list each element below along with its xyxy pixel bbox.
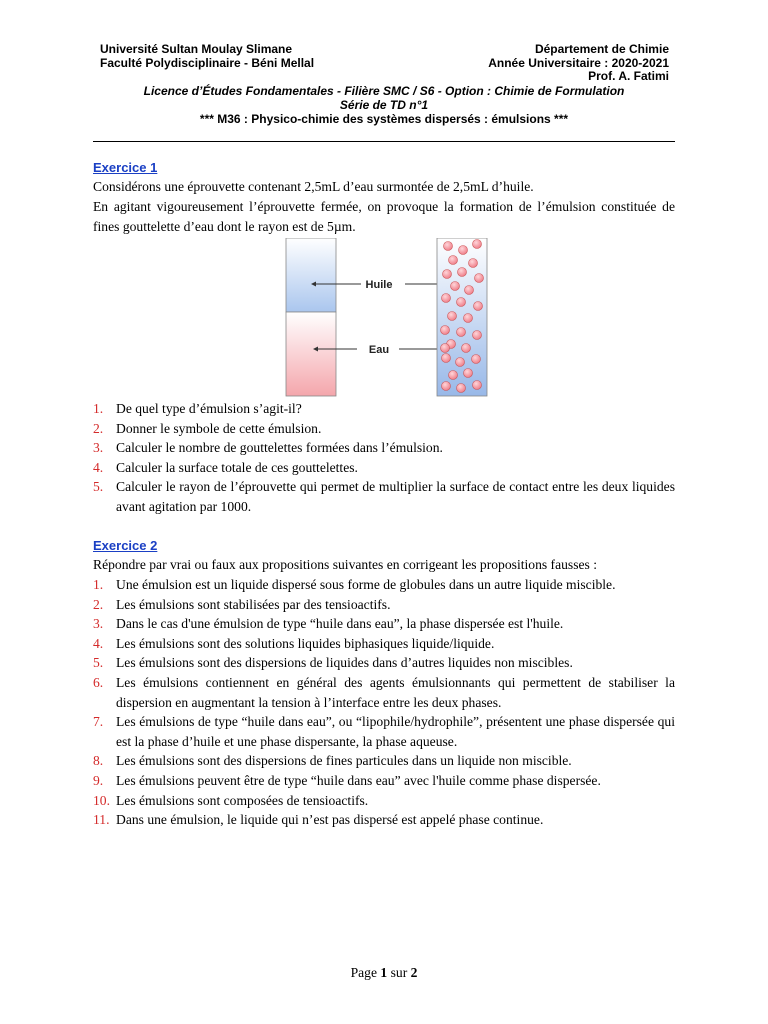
exercise-2-intro: Répondre par vrai ou faux aux propositions suivantes en corrigeant les propositions fausses : <box>93 557 597 572</box>
exercise-1-questions <box>93 399 675 517</box>
academic-year: Année Universitaire : 2020-2021 <box>488 55 669 70</box>
exercise-1-para-1: Considérons une éprouvette contenant 2,5mL d’eau surmontée de 2,5mL d’huile. <box>93 179 534 194</box>
item-number: 2. <box>93 596 104 612</box>
item-number: 3. <box>93 616 104 632</box>
exercise-1-title: Exercice 1 <box>93 160 158 175</box>
tube-before-agitation <box>286 238 336 396</box>
oil-layer <box>286 238 336 312</box>
exercise-1-para-2: En agitant vigoureusement l’éprouvette fermée, on provoque la formation de l’émulsion constituée de fines gouttelette d’eau dont le rayon est de 5µm. <box>93 199 675 234</box>
of-word: sur <box>390 965 408 980</box>
list-item <box>93 477 675 516</box>
header-left <box>100 43 314 70</box>
item-text: Dans une émulsion, le liquide qui n’est pas dispersé est appelé phase continue. <box>116 812 544 828</box>
page-number: 1 <box>380 965 388 980</box>
page-word: Page <box>350 965 377 980</box>
item-text: Les émulsions sont des solutions liquides biphasiques liquide/liquide. <box>116 635 495 651</box>
item-text: Les émulsions sont composées de tensioactifs. <box>116 792 369 808</box>
item-number: 11. <box>93 812 110 828</box>
list-item <box>93 791 675 811</box>
university-name: Université Sultan Moulay Slimane <box>100 42 293 56</box>
program-title: Licence d’Études Fondamentales - Filière SMC / S6 - Option : Chimie de Formulation <box>143 84 625 98</box>
item-number: 2. <box>93 420 104 436</box>
header-right <box>488 43 669 84</box>
oil-label: Huile <box>365 279 393 291</box>
exercise-2-title: Exercice 2 <box>93 538 158 553</box>
item-text: Les émulsions sont stabilisées par des tensioactifs. <box>116 596 391 612</box>
item-number: 7. <box>93 714 104 730</box>
item-number: 10. <box>93 792 110 808</box>
item-text: Une émulsion est un liquide dispersé sous forme de globules dans un autre liquide miscible. <box>116 577 616 592</box>
item-text: Calculer le rayon de l’éprouvette qui permet de multiplier la surface de contact entre les deux liquides avant agitation par 1000. <box>116 479 675 514</box>
tube-emulsion <box>437 238 487 396</box>
item-text: Les émulsions sont des dispersions de fines particules dans un liquide non miscible. <box>116 753 572 769</box>
page-footer <box>0 963 768 983</box>
emulsion-tube <box>437 238 487 396</box>
test-tube-figure <box>285 238 491 398</box>
item-number: 8. <box>93 753 104 769</box>
item-number: 6. <box>93 674 104 690</box>
list-item <box>93 712 675 751</box>
list-item <box>93 575 675 595</box>
item-number: 4. <box>93 635 104 651</box>
department-name: Département de Chimie <box>534 42 669 56</box>
item-number: 5. <box>93 479 104 495</box>
water-label: Eau <box>368 344 390 356</box>
item-text: Calculer la surface totale de ces gouttelettes. <box>116 459 358 475</box>
module-title: *** M36 : Physico-chimie des systèmes dispersés : émulsions *** <box>199 112 569 126</box>
item-text: De quel type d’émulsion s’agit-il? <box>116 401 302 416</box>
list-item <box>93 458 675 478</box>
series-title: Série de TD n°1 <box>339 98 429 112</box>
list-item <box>93 614 675 634</box>
faculty-name: Faculté Polydisciplinaire - Béni Mellal <box>100 55 315 70</box>
item-number: 1. <box>93 401 104 416</box>
item-text: Calculer le nombre de gouttelettes formées dans l’émulsion. <box>116 440 443 456</box>
list-item <box>93 595 675 615</box>
list-item <box>93 399 675 419</box>
item-number: 9. <box>93 772 104 788</box>
item-text: Les émulsions contiennent en général des agents émulsionnants qui permettent de stabiliser la dispersion en augmentant la tension à l’interface entre les deux phases. <box>116 674 675 710</box>
list-item <box>93 751 675 771</box>
exercise-2-propositions <box>93 575 675 830</box>
item-number: 3. <box>93 440 104 456</box>
list-item <box>93 810 675 830</box>
item-text: Les émulsions peuvent être de type “huile dans eau” avec l'huile comme phase dispersée. <box>116 772 601 788</box>
list-item <box>93 771 675 791</box>
header-divider <box>93 141 675 142</box>
item-text: Dans le cas d'une émulsion de type “huile dans eau”, la phase dispersée est l'huile. <box>116 616 564 632</box>
item-number: 4. <box>93 459 104 475</box>
item-number: 5. <box>93 655 104 671</box>
page-total: 2 <box>410 965 418 980</box>
list-item <box>93 634 675 654</box>
item-text: Les émulsions de type “huile dans eau”, ou “lipophile/hydrophile”, présentent une phase dispersée qui est la phase d’huile et une phase dispersante, la phase aqueuse. <box>116 714 675 749</box>
list-item <box>93 653 675 673</box>
water-layer <box>286 312 336 396</box>
professor-name: Prof. A. Fatimi <box>588 69 669 83</box>
item-text: Les émulsions sont des dispersions de liquides dans d’autres liquides non miscibles. <box>116 655 573 671</box>
list-item <box>93 438 675 458</box>
list-item <box>93 419 675 439</box>
list-item <box>93 673 675 712</box>
item-number: 1. <box>93 577 104 592</box>
item-text: Donner le symbole de cette émulsion. <box>116 420 322 436</box>
